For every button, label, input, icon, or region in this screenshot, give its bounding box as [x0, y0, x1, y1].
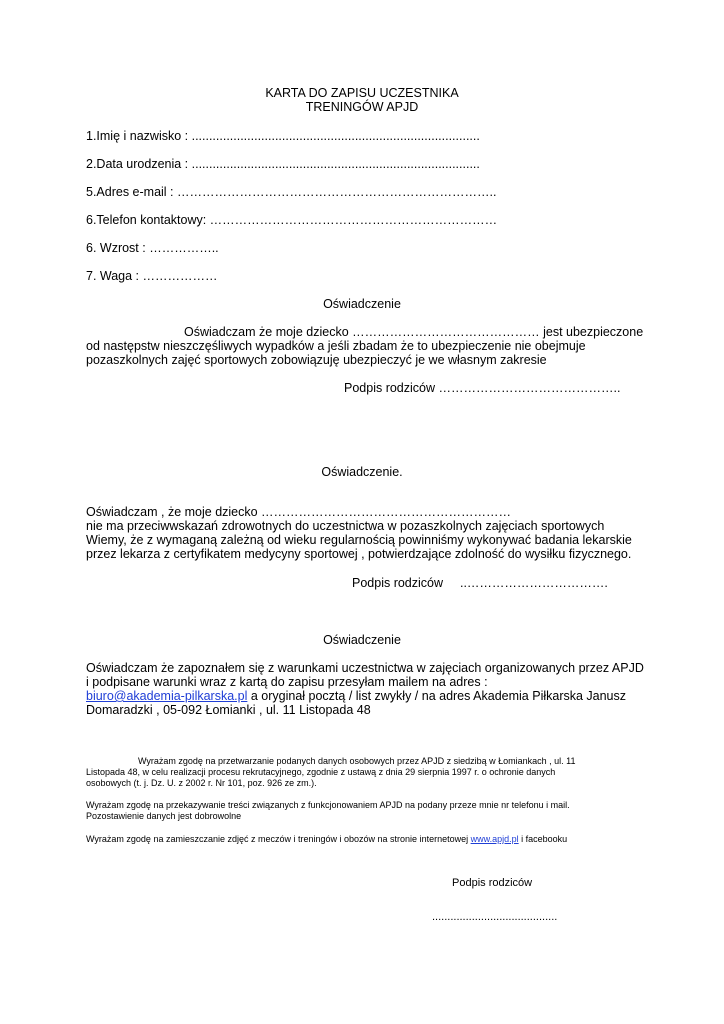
- field-birthdate: 2.Data urodzenia : ...................................................................................: [86, 157, 480, 171]
- consent1-line-2: Listopada 48, w celu realizacji procesu rekrutacyjnego, zgodnie z ustawą z dnia 29 sierpnia 1997 r. o ochronie danych: [86, 767, 556, 777]
- consent2-line-2: Pozostawienie danych jest dobrowolne: [86, 811, 242, 821]
- section1-line-3: pozaszkolnych zajęć sportowych zobowiązuję ubezpieczyć je we własnym zakresie: [86, 353, 547, 367]
- footer-signature-dots: .........................................: [432, 911, 558, 923]
- title-line-2: TRENINGÓW APJD: [305, 100, 419, 114]
- website-link[interactable]: www.apjd.pl: [470, 834, 519, 844]
- section1-signature-dots: ……………………………………..: [438, 381, 621, 395]
- section3-line-3-rest: a oryginał pocztą / list zwykły / na adres Akademia Piłkarska Janusz: [247, 689, 627, 703]
- section2-signature-label: Podpis rodziców: [352, 576, 444, 590]
- footer-signature-label: Podpis rodziców: [452, 877, 533, 889]
- field-height: 6. Wzrost : ……………..: [86, 241, 219, 255]
- section3-heading: Oświadczenie: [323, 633, 401, 647]
- section3-line-4: Domaradzki , 05-092 Łomianki , ul. 11 Listopada 48: [86, 703, 371, 717]
- email-link[interactable]: biuro@akademia-pilkarska.pl: [86, 689, 248, 703]
- section2-signature-dots: ..…………………………….: [459, 576, 608, 590]
- consent3-after: i facebooku: [518, 834, 568, 844]
- consent3-before: Wyrażam zgodę na zamieszczanie zdjęć z meczów i treningów i obozów na stronie internetowej: [86, 834, 471, 844]
- consent1-line-1: Wyrażam zgodę na przetwarzanie podanych danych osobowych przez APJD z siedzibą w Łomiankach , ul. 11: [138, 756, 576, 766]
- field-name: 1.Imię i nazwisko : ...................................................................................: [86, 129, 480, 143]
- consent2-line-1: Wyrażam zgodę na przekazywanie treści związanych z funkcjonowaniem APJD na podany przeze mnie nr telefonu i mail.: [86, 800, 570, 810]
- field-weight: 7. Waga : ………………: [86, 269, 218, 283]
- section3-line-3: [86, 689, 626, 703]
- section1-signature-label: Podpis rodziców: [344, 381, 436, 395]
- consent1-line-3: osobowych (t. j. Dz. U. z 2002 r. Nr 101, poz. 926 ze zm.).: [86, 778, 317, 788]
- section3-line-2: i podpisane warunki wraz z kartą do zapisu przesyłam mailem na adres :: [86, 675, 488, 689]
- section2-line-2: nie ma przeciwwskazań zdrowotnych do uczestnictwa w pozaszkolnych zajęciach sportowych: [86, 519, 605, 533]
- section1-signature: [344, 381, 620, 395]
- section2-line-1: Oświadczam , że moje dziecko ……………………………………………………: [86, 505, 512, 519]
- consent3-line: [86, 834, 567, 845]
- section2-heading: Oświadczenie.: [321, 465, 403, 479]
- section2-line-3: Wiemy, że z wymaganą zależną od wieku regularnością powinniśmy wykonywać badania lekarskie: [86, 533, 632, 547]
- field-email: 5.Adres e-mail : …………………………………………………………………..: [86, 185, 497, 199]
- section1-line-2: od następstw nieszczęśliwych wypadków a jeśli zbadam że to ubezpieczenie nie obejmuje: [86, 339, 586, 353]
- title-line-1: KARTA DO ZAPISU UCZESTNIKA: [265, 86, 459, 100]
- section1-line-1: Oświadczam że moje dziecko ……………………………………… jest ubezpieczone: [184, 325, 644, 339]
- section2-signature: [352, 576, 608, 590]
- section1-heading: Oświadczenie: [323, 297, 401, 311]
- field-phone: 6.Telefon kontaktowy: ……………………………………………………………: [86, 213, 498, 227]
- section2-line-4: przez lekarza z certyfikatem medycyny sportowej , potwierdzające zdolność do wysiłku fizycznego.: [86, 547, 632, 561]
- section3-line-1: Oświadczam że zapoznałem się z warunkami uczestnictwa w zajęciach organizowanych przez APJD: [86, 661, 644, 675]
